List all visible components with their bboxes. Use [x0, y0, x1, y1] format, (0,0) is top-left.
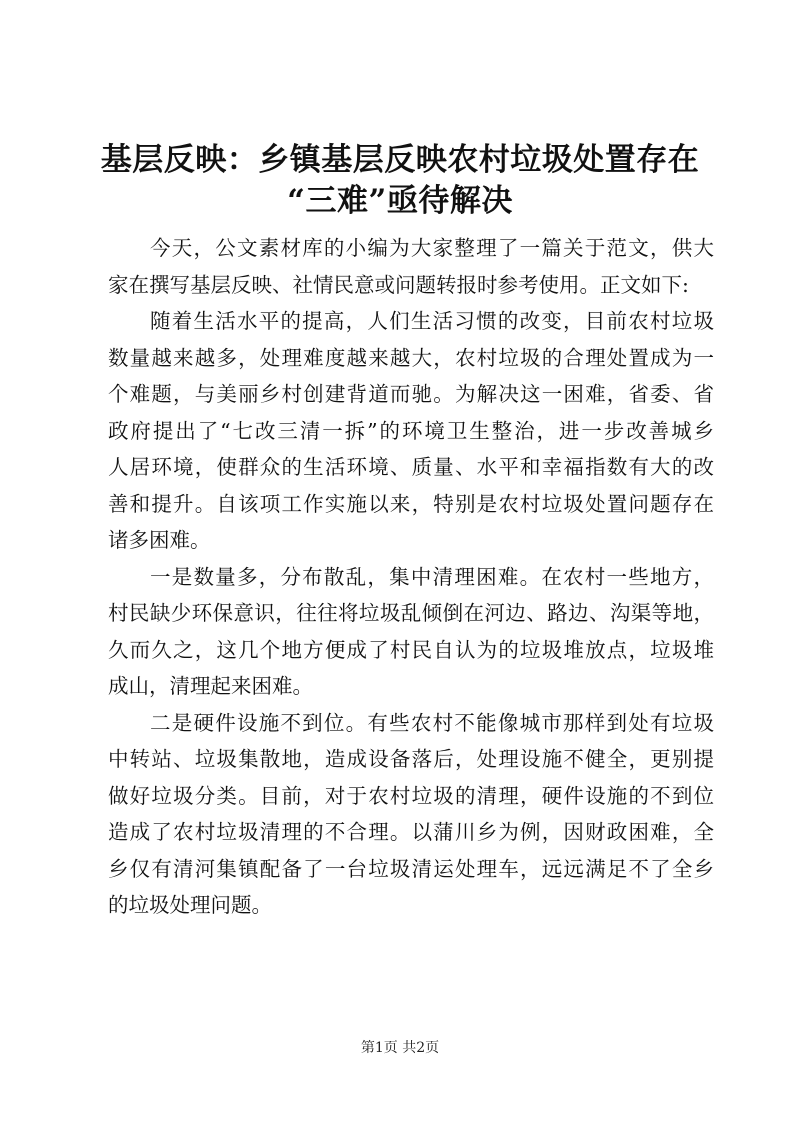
text-line: 造成了农村垃圾清理的不合理。以蒲川乡为例，因财政困难，全 [108, 820, 714, 844]
text-line: 家在撰写基层反映、社情民意或问题转报时参考使用。正文如下: [108, 272, 689, 297]
text-line: 村民缺少环保意识，往往将垃圾乱倾倒在河边、路边、沟渠等地， [108, 601, 714, 625]
document-title [60, 140, 740, 222]
text-line: 随着生活水平的提高，人们生活习惯的改变，目前农村垃圾 [150, 309, 714, 333]
paragraph-background [108, 303, 714, 559]
document-body [108, 230, 714, 924]
text-line: 一是数量多，分布散乱，集中清理困难。在农村一些地方， [150, 564, 714, 589]
text-line: 的垃圾处理问题。 [108, 893, 272, 917]
text-line: 善和提升。自该项工作实施以来，特别是农村垃圾处置问题存在 [108, 491, 714, 516]
text-line: 数量越来越多，处理难度越来越大，农村垃圾的合理处置成为一 [108, 345, 714, 370]
text-line: 诸多困难。 [108, 528, 211, 552]
page-footer [0, 1039, 800, 1057]
paragraph-intro [108, 230, 714, 303]
text-line: 今天，公文素材库的小编为大家整理了一篇关于范文，供大 [150, 236, 714, 260]
text-line: 乡仅有清河集镇配备了一台垃圾清运处理车，远远满足不了全乡 [108, 856, 714, 881]
text-line: 久而久之，这几个地方便成了村民自认为的垃圾堆放点，垃圾堆 [108, 637, 714, 662]
paragraph-point-two [108, 705, 714, 924]
text-line: 成山，清理起来困难。 [108, 674, 313, 698]
title-line-1: 基层反映：乡镇基层反映农村垃圾处置存在 [100, 142, 700, 178]
text-line: 人居环境，使群众的生活环境、质量、水平和幸福指数有大的改 [108, 455, 714, 479]
paragraph-point-one [108, 559, 714, 705]
page-number: 第1页 共2页 [360, 1040, 440, 1056]
title-line-2: “三难”亟待解决 [287, 183, 513, 219]
text-line: 政府提出了“七改三清一拆”的环境卫生整治，进一步改善城乡 [108, 418, 714, 443]
text-line: 做好垃圾分类。目前，对于农村垃圾的清理，硬件设施的不到位 [108, 783, 714, 808]
text-line: 二是硬件设施不到位。有些农村不能像城市那样到处有垃圾 [150, 710, 714, 735]
text-line: 个难题，与美丽乡村创建背道而驰。为解决这一困难，省委、省 [108, 382, 714, 406]
text-line: 中转站、垃圾集散地，造成设备落后，处理设施不健全，更别提 [108, 747, 714, 771]
